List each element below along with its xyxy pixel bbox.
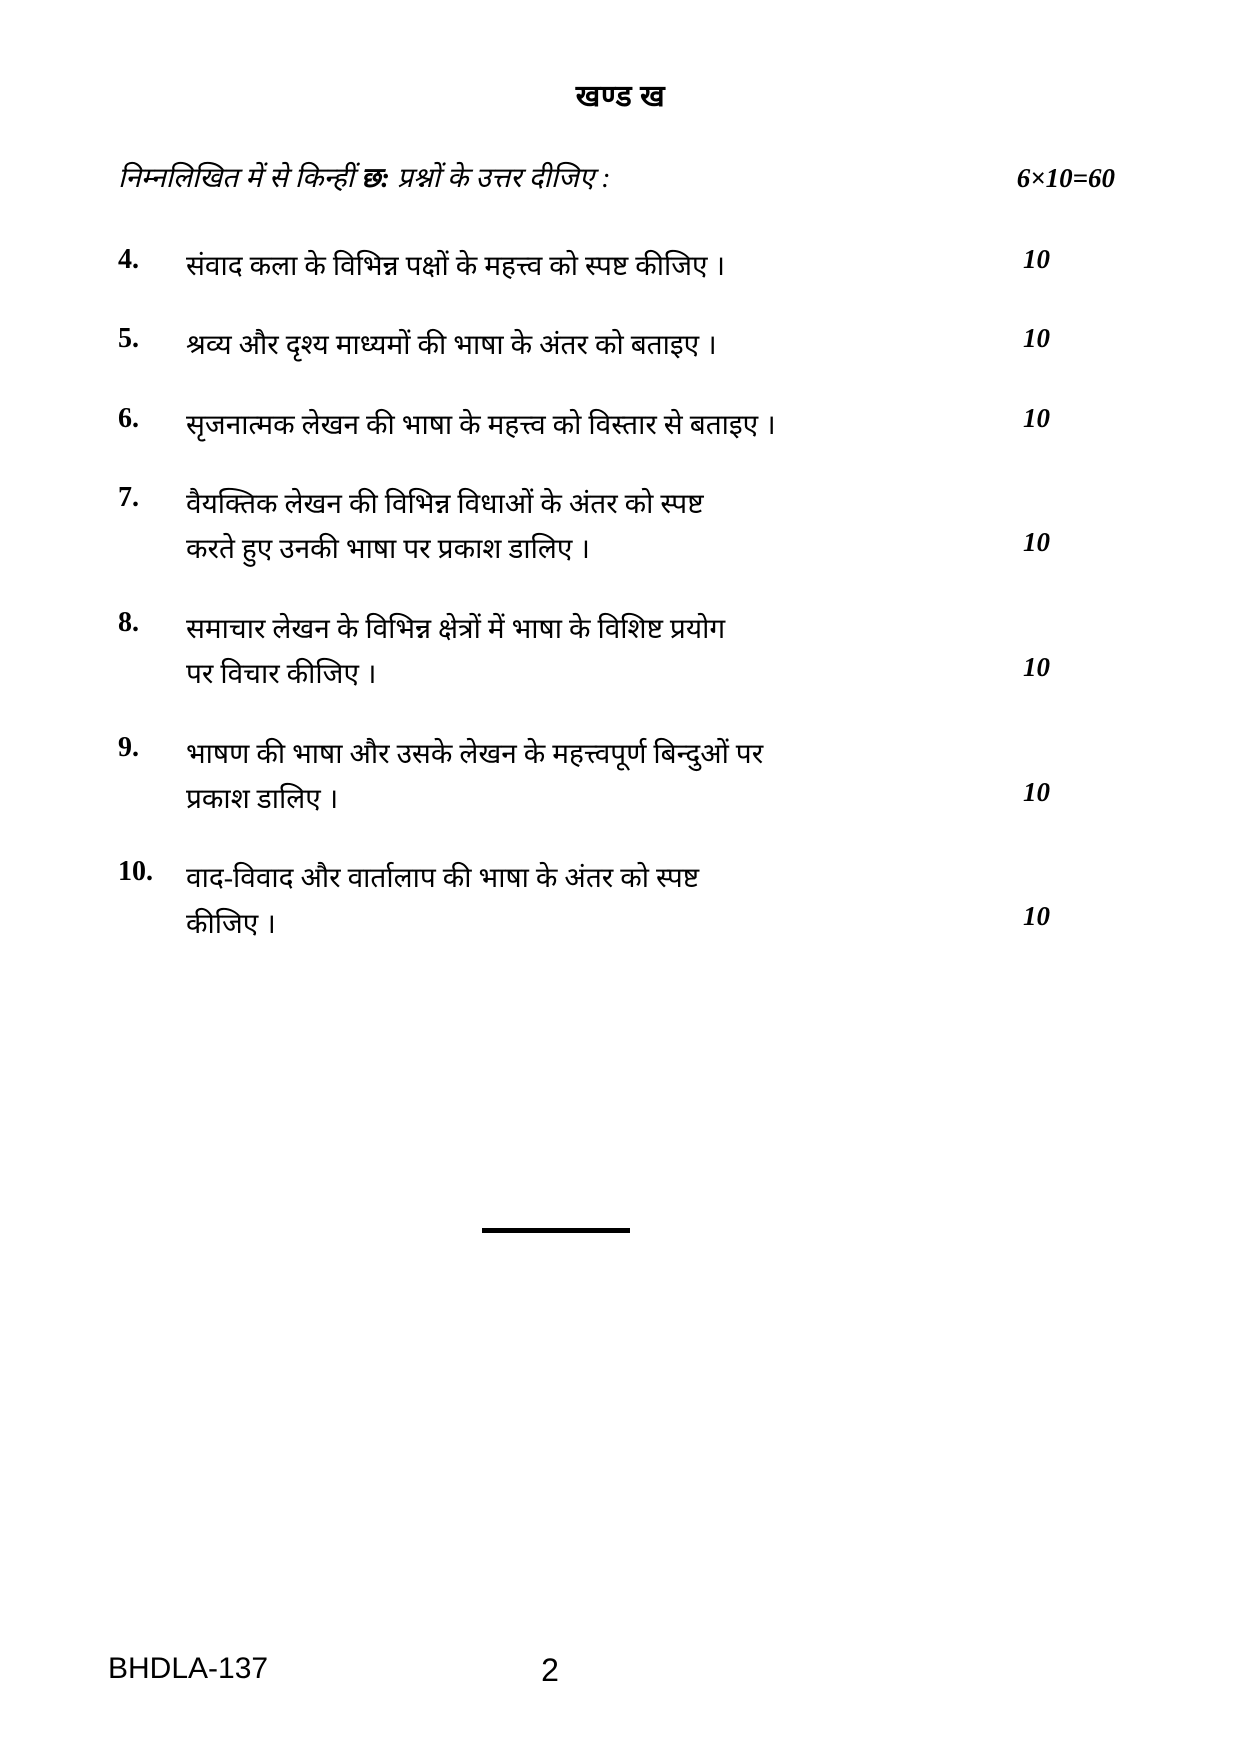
question-number: 10. bbox=[118, 856, 153, 888]
question-text bbox=[186, 323, 1015, 368]
instruction-row bbox=[118, 158, 1123, 196]
question-text-line: प्रकाश डालिए । bbox=[186, 783, 339, 815]
question-text-line: पर विचार कीजिए । bbox=[186, 659, 377, 691]
paper-code: BHDLA-137 bbox=[108, 1652, 269, 1685]
question-text-line: कीजिए । bbox=[186, 908, 276, 940]
question-marks: 10 bbox=[1023, 901, 1050, 932]
question-marks: 10 bbox=[1023, 244, 1050, 274]
question-item bbox=[118, 403, 1123, 448]
question-item bbox=[118, 607, 1123, 698]
instruction-text-before: निम्नलिखित में से किन्हीं bbox=[118, 163, 362, 194]
question-marks: 10 bbox=[1023, 651, 1050, 682]
question-marks: 10 bbox=[1023, 776, 1050, 807]
question-text bbox=[186, 732, 1015, 823]
question-item bbox=[118, 732, 1123, 823]
question-text bbox=[186, 856, 1015, 947]
end-of-section-rule bbox=[482, 1228, 630, 1233]
question-number: 8. bbox=[118, 606, 139, 638]
question-marks: 10 bbox=[1023, 402, 1050, 433]
question-marks: 10 bbox=[1023, 527, 1050, 558]
question-text bbox=[186, 607, 1015, 698]
instruction-text bbox=[118, 158, 611, 196]
question-item bbox=[118, 244, 1123, 289]
question-number: 4. bbox=[118, 244, 139, 275]
instruction-emphasis: छ: bbox=[361, 163, 390, 194]
page-footer bbox=[0, 1652, 1241, 1698]
question-text-line: श्रव्य और दृश्य माध्यमों की भाषा के अंतर को बताइए । bbox=[186, 330, 717, 362]
question-text-line: वैयक्तिक लेखन की विभिन्न विधाओं के अंतर को स्पष्ट bbox=[186, 489, 704, 521]
instruction-total-marks: 6×10=60 bbox=[1016, 163, 1115, 193]
questions-list bbox=[0, 244, 1241, 981]
question-text-line: करते हुए उनकी भाषा पर प्रकाश डालिए । bbox=[186, 534, 590, 566]
section-heading: खण्ड ख bbox=[575, 80, 666, 113]
question-number: 6. bbox=[118, 402, 139, 434]
question-item bbox=[118, 482, 1123, 573]
question-text-line: भाषण की भाषा और उसके लेखन के महत्त्वपूर्ण बिन्दुओं पर bbox=[186, 738, 764, 770]
question-item bbox=[118, 856, 1123, 947]
question-text bbox=[186, 482, 1015, 573]
question-text bbox=[186, 244, 1015, 289]
question-text-line: समाचार लेखन के विभिन्न क्षेत्रों में भाषा के विशिष्ट प्रयोग bbox=[186, 613, 726, 645]
question-text bbox=[186, 403, 1015, 448]
question-number: 7. bbox=[118, 482, 139, 514]
question-text-line: सृजनात्मक लेखन की भाषा के महत्त्व को विस्तार से बताइए । bbox=[186, 409, 776, 441]
question-number: 5. bbox=[118, 323, 139, 355]
question-text-line: संवाद कला के विभिन्न पक्षों के महत्त्व को स्पष्ट कीजिए । bbox=[186, 251, 726, 282]
page-number: 2 bbox=[541, 1652, 559, 1688]
question-item bbox=[118, 323, 1123, 368]
question-marks: 10 bbox=[1023, 323, 1050, 354]
question-text-line: वाद-विवाद और वार्तालाप की भाषा के अंतर को स्पष्ट bbox=[186, 863, 700, 895]
question-number: 9. bbox=[118, 731, 139, 763]
instruction-text-after: प्रश्नों के उत्तर दीजिए : bbox=[390, 163, 611, 194]
